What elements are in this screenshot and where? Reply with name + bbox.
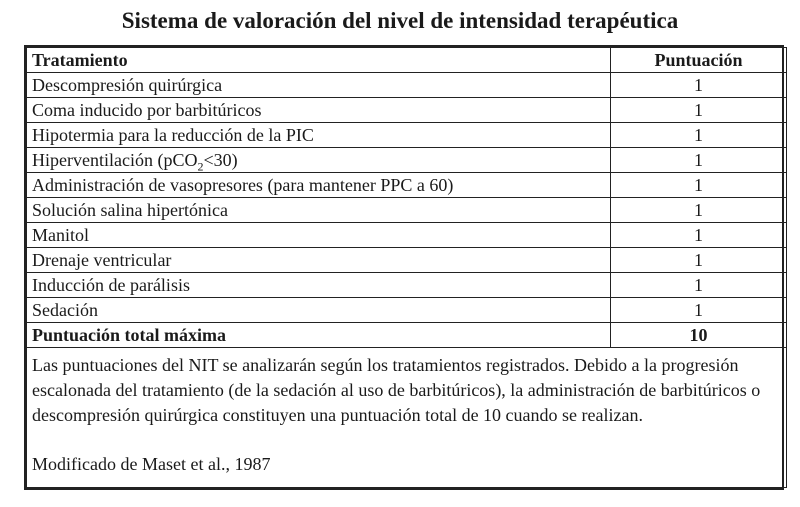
row-score: 1: [611, 173, 787, 198]
table-row: [27, 248, 787, 273]
table-row: [27, 148, 787, 173]
table-row: [27, 273, 787, 298]
row-score: 1: [611, 123, 787, 148]
row-treatment: Sedación: [27, 298, 611, 323]
row-score: 1: [611, 98, 787, 123]
table-header-row: [27, 48, 787, 73]
table-row: [27, 98, 787, 123]
table-row: [27, 123, 787, 148]
subscript: 2: [197, 159, 204, 174]
row-score: 1: [611, 148, 787, 173]
document-title: Sistema de valoración del nivel de intensidad terapéutica: [121, 8, 679, 33]
row-score: 1: [611, 273, 787, 298]
table-row: [27, 73, 787, 98]
header-score: Puntuación: [611, 48, 787, 73]
table-row: [27, 298, 787, 323]
row-treatment: Administración de vasopresores (para mantener PPC a 60): [27, 173, 611, 198]
treatment-text: <30): [203, 150, 238, 170]
table-row: [27, 198, 787, 223]
row-treatment: [27, 148, 611, 173]
table-row: [27, 223, 787, 248]
header-treatment: Tratamiento: [27, 48, 611, 73]
row-score: 1: [611, 248, 787, 273]
source-citation: Modificado de Maset et al., 1987: [32, 454, 271, 474]
row-treatment: Manitol: [27, 223, 611, 248]
row-treatment: Solución salina hipertónica: [27, 198, 611, 223]
row-treatment: Coma inducido por barbitúricos: [27, 98, 611, 123]
scoring-table-container: [24, 45, 784, 490]
row-score: 1: [611, 298, 787, 323]
note-cell: [27, 348, 787, 488]
note-text: Las puntuaciones del NIT se analizarán según los tratamientos registrados. Debido a la progresión escalonada del tratamiento (de la sedación al uso de barbitúricos), la administración de barbitúricos o descompresión quirúrgica constituyen una puntuación total de 10 cuando se realizan.: [32, 355, 761, 425]
treatment-text: Hiperventilación (pCO: [32, 150, 198, 170]
total-row: [27, 323, 787, 348]
note-row: [27, 348, 787, 488]
scoring-table: [26, 47, 787, 488]
table-row: [27, 173, 787, 198]
row-treatment: Hipotermia para la reducción de la PIC: [27, 123, 611, 148]
row-score: 1: [611, 223, 787, 248]
row-score: 1: [611, 198, 787, 223]
row-score: 1: [611, 73, 787, 98]
total-label: Puntuación total máxima: [27, 323, 611, 348]
row-treatment: Descompresión quirúrgica: [27, 73, 611, 98]
row-treatment: Drenaje ventricular: [27, 248, 611, 273]
row-treatment: Inducción de parálisis: [27, 273, 611, 298]
total-score: 10: [611, 323, 787, 348]
